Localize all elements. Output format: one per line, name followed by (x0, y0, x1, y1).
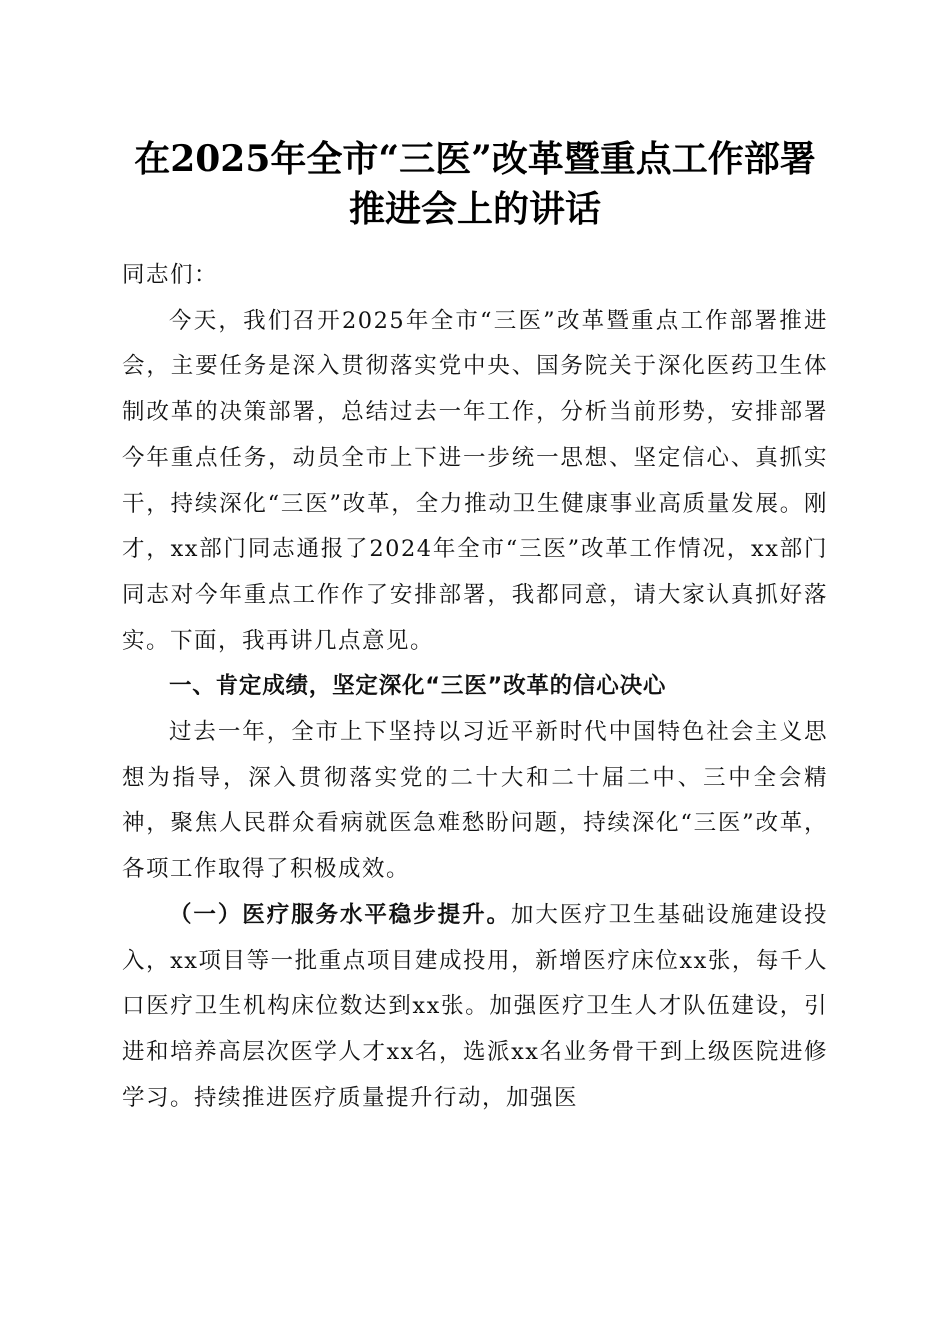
title-line-1: 在2025年全市“三医”改革暨重点工作部署 (134, 138, 816, 180)
title-line-2: 推进会上的讲话 (348, 188, 601, 230)
subheading-medical-services: （一）医疗服务水平稳步提升。 (169, 901, 511, 928)
paragraph-medical-services-text: 加大医疗卫生基础设施建设投入，xx项目等一批重点项目建成投用，新增医疗床位xx张，每千人口医疗卫生机构床位数达到xx张。加强医疗卫生人才队伍建设，引进和培养高层次医学人才xx名，选派xx名业务骨干到上级医院进修学习。持续推进医疗质量提升行动，加强医 (122, 901, 828, 1111)
document-title (0, 134, 950, 234)
section-heading-1: 一、肯定成绩，坚定深化“三医”改革的信心决心 (169, 673, 667, 700)
paragraph-intro: 今天，我们召开2025年全市“三医”改革暨重点工作部署推进会，主要任务是深入贯彻落实党中央、国务院关于深化医药卫生体制改革的决策部署，总结过去一年工作，分析当前形势，安排部署今年重点任务，动员全市上下进一步统一思想、坚定信心、真抓实干，持续深化“三医”改革，全力推动卫生健康事业高质量发展。刚才，xx部门同志通报了2024年全市“三医”改革工作情况，xx部门同志对今年重点工作作了安排部署，我都同意，请大家认真抓好落实。下面，我再讲几点意见。 (122, 307, 828, 654)
paragraph-achievements: 过去一年，全市上下坚持以习近平新时代中国特色社会主义思想为指导，深入贯彻落实党的二十大和二十届二中、三中全会精神，聚焦人民群众看病就医急难愁盼问题，持续深化“三医”改革，各项工作取得了积极成效。 (122, 719, 828, 883)
greeting: 同志们： (122, 262, 219, 288)
paragraph-medical-services (122, 893, 828, 1122)
document-body (122, 253, 828, 1121)
